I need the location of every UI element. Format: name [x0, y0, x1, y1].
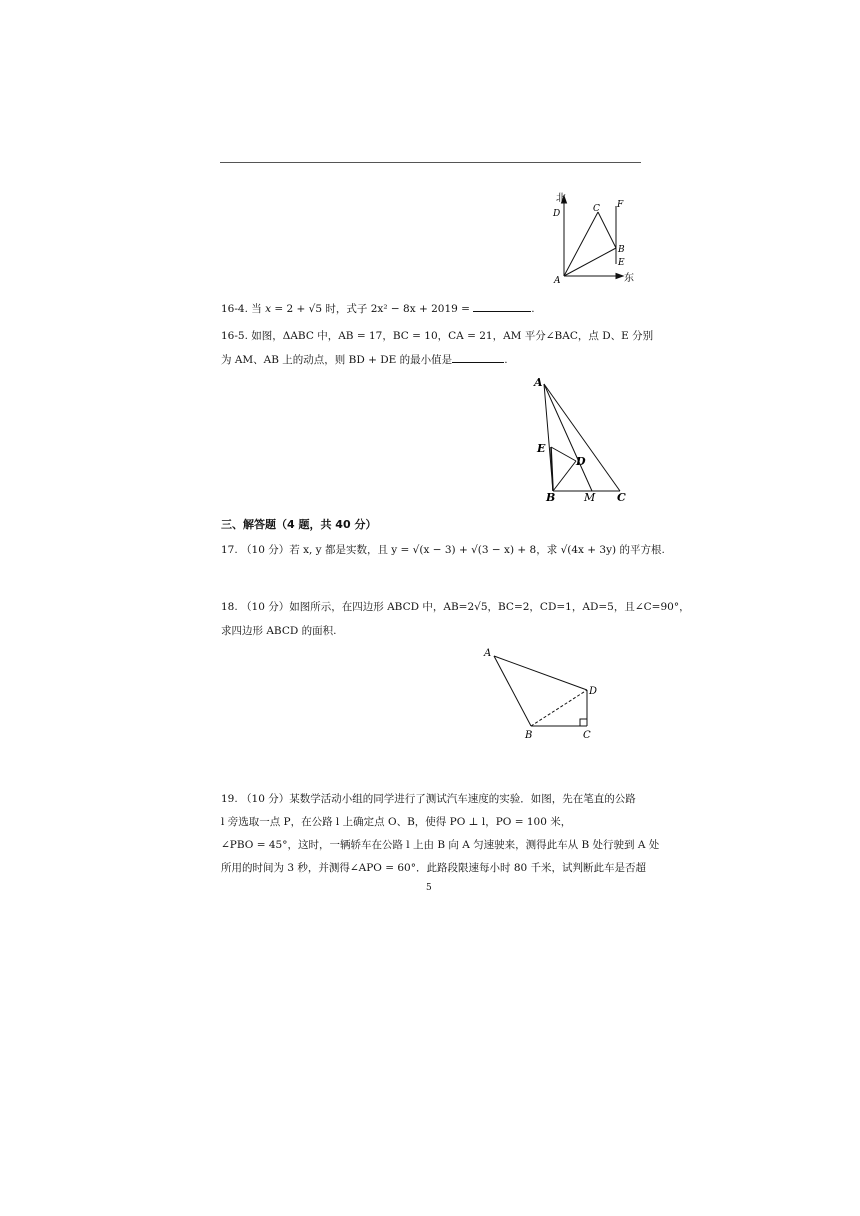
label-D: D [553, 209, 561, 219]
question-16-4 [221, 301, 535, 316]
label-M: M [584, 491, 596, 504]
east-label: 东 [624, 273, 634, 284]
q16-4-text-b: 时，式子 [325, 303, 368, 315]
label-D: D [576, 455, 586, 468]
figure-triangle-abc [530, 374, 640, 504]
figure-compass-triangle [548, 188, 640, 286]
label-D: D [589, 686, 598, 697]
label-A: A [534, 376, 543, 389]
label-B: B [618, 245, 625, 255]
q16-5-text: 为 AM、AB 上的动点，则 BD + DE 的最小值是 [221, 354, 453, 366]
q16-4-var: x [265, 303, 272, 315]
q16-4-number: 16-4. [221, 303, 248, 315]
label-C: C [617, 491, 626, 504]
q16-4-expression: 2x² − 8x + 2019 = [370, 303, 470, 315]
label-C: C [583, 730, 591, 741]
label-A: A [484, 648, 492, 659]
label-F: F [617, 200, 624, 210]
north-label: 北 [556, 193, 566, 204]
label-E: E [618, 258, 625, 268]
label-E: E [537, 442, 546, 455]
question-19-line3: ∠PBO = 45°，这时，一辆轿车在公路 l 上由 B 向 A 匀速驶来，测得此车从 B 处行驶到 A 处 [221, 839, 660, 851]
question-19-line4: 所用的时间为 3 秒，并测得∠APO = 60°．此路段限速每小时 80 千米，试判断此车是否超 [221, 862, 647, 874]
figure-quadrilateral-abcd [480, 644, 600, 744]
label-C: C [593, 204, 600, 214]
label-B: B [546, 491, 556, 504]
question-18-line1: 18. （10 分）如图所示，在四边形 ABCD 中，AB=2√5，BC=2，CD=1，AD=5，且∠C=90°， [221, 601, 690, 613]
section-title: 三、解答题（4 题，共 40 分） [221, 518, 377, 531]
question-18-line2: 求四边形 ABCD 的面积. [221, 625, 337, 637]
answer-blank[interactable] [452, 352, 504, 363]
q16-4-value: = 2 + √5 [271, 303, 326, 315]
q16-4-end: . [531, 303, 535, 315]
header-rule [220, 162, 641, 163]
label-A: A [554, 276, 561, 286]
q16-5-end: . [504, 354, 508, 366]
q16-4-text-a: 当 [251, 303, 262, 315]
question-16-5-line1: 16-5. 如图，ΔABC 中，AB = 17，BC = 10，CA = 21，AM 平分∠BAC，点 D、E 分别 [221, 330, 654, 342]
question-19-line1: 19. （10 分）某数学活动小组的同学进行了测试汽车速度的实验．如图，先在笔直的公路 [221, 793, 636, 805]
question-19-line2: l 旁选取一点 P，在公路 l 上确定点 O、B，使得 PO ⊥ l，PO = 100 米， [221, 816, 572, 828]
question-16-5-line2 [221, 352, 508, 367]
answer-blank[interactable] [473, 301, 531, 312]
page-number: 5 [426, 883, 432, 893]
question-17: 17. （10 分）若 x, y 都是实数，且 y = √(x − 3) + √(3 − x) + 8，求 √(4x + 3y) 的平方根. [221, 544, 665, 556]
label-B: B [525, 730, 533, 741]
